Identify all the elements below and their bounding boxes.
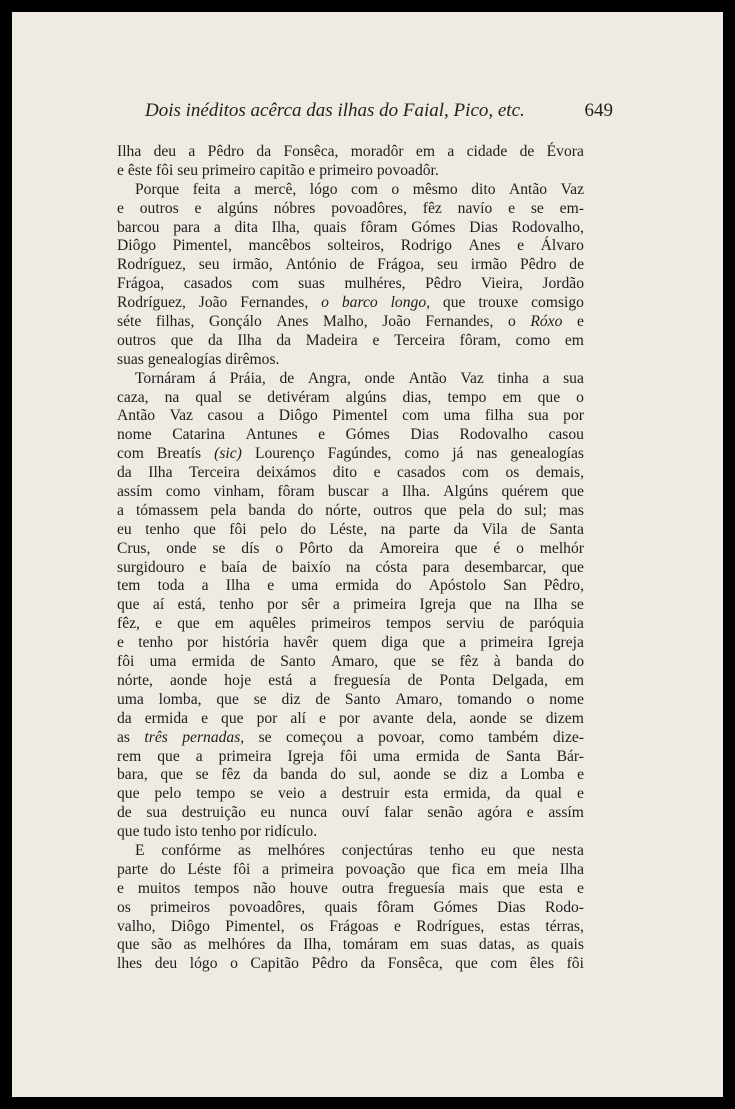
text-line: nórte, aonde hoje está a freguesía de Ponta Delgada, em [117,671,584,689]
text-line: Diôgo Pimentel, mancêbos solteiros, Rodrigo Anes e Álvaro [117,237,584,255]
text-line: Rodríguez, seu irmão, António de Frágoa, seu irmão Pêdro de [117,256,584,274]
text-line: da Ilha Terceira deixámos dito e casados com os demais, [117,464,584,482]
text-line: eu tenho que fôi pelo do Léste, na parte da Vila de Santa [117,520,584,538]
text-line: fôi uma ermida de Santo Amaro, que se fêz à banda do [117,653,584,671]
text-line: séte filhas, Gonçálo Anes Malho, João Fernandes, o Róxo e [117,313,584,331]
text-line: Crus, onde se dís o Pôrto da Amoreira que é o melhór [117,539,584,557]
text-line: que pelo tempo se veio a destruir esta ermida, da qual e [117,785,584,803]
text-line: E confórme as melhóres conjectúras tenho eu que nesta [135,841,584,859]
text-line: e outros e algúns nóbres povoadôres, fêz navío e se em- [117,199,584,217]
text-line: suas genealogías dirêmos. [117,350,280,368]
text-line: bara, que se fêz da banda do sul, aonde se diz a Lomba e [117,766,584,784]
text-line: as três pernadas, se começou a povoar, como também dize- [117,728,584,746]
text-line: Ilha deu a Pêdro da Fonsêca, moradôr em a cidade de Évora [117,143,584,160]
text-line: e tenho por história havêr quem diga que a primeira Igreja [117,634,584,652]
text-line: Frágoa, casados com suas mulhéres, Pêdro Vieira, Jordão [117,275,584,293]
text-line: que tudo isto tenho por ridículo. [117,823,318,841]
text-line: de sua destruição eu nunca ouví falar senão agóra e assím [117,804,584,822]
text-line: Antão Vaz casou a Diôgo Pimentel com uma filha sua por [117,407,584,425]
text-line: tem toda a Ilha e uma ermida do Apóstolo San Pêdro, [117,577,584,595]
text-line: e muitos tempos não houve outra freguesía mais que esta e [117,879,584,897]
text-line: que aí está, tenho por sêr a primeira Igreja que na Ilha se [117,596,584,614]
text-line: uma lomba, que se diz de Santo Amaro, tomando o nome [117,690,584,708]
text-line: Tornáram á Práia, de Angra, onde Antão Vaz tinha a sua [135,369,584,387]
body-text [117,143,584,974]
text-line: fêz, e que em aquêles primeiros tempos serviu de paróquia [117,615,584,633]
text-line: com Breatís (sic) Lourenço Fagúndes, como já nas genealogías [117,445,584,463]
running-header [145,100,613,124]
running-title: Dois inéditos acêrca das ilhas do Faial, Pico, etc. [145,100,525,121]
text-line: e êste fôi seu primeiro capitão e primeiro povoadôr. [117,161,439,179]
text-line: valho, Diôgo Pimentel, os Frágoas e Rodrígues, estas térras, [117,917,584,935]
book-page [12,12,723,1097]
text-line: da ermida e que por alí e por avante dela, aonde se dizem [117,709,584,727]
text-line: assím como vinham, fôram buscar a Ilha. Algúns quérem que [117,483,584,501]
text-line: rem que a primeira Igreja fôi uma ermida de Santa Bár- [117,747,584,765]
text-line: que são as melhóres da Ilha, tomáram em suas datas, as quais [117,936,584,954]
text-line: lhes deu lógo o Capitão Pêdro da Fonsêca, que com êles fôi [117,955,584,973]
text-line: Rodríguez, João Fernandes, o barco longo, que trouxe comsigo [117,294,584,312]
text-line: caza, na qual se detivéram algúns dias, tempo em que o [117,388,584,406]
text-line: Porque feita a mercê, lógo com o mêsmo dito Antão Vaz [135,180,584,198]
text-line: nome Catarina Antunes e Gómes Dias Rodovalho casou [117,426,584,444]
text-line: surgidouro e baía de baixío na cósta para desembarcar, que [117,558,584,576]
text-line: parte do Léste fôi a primeira povoação que fica em meia Ilha [117,860,584,878]
page-number: 649 [584,100,613,121]
text-line: a tómassem pela banda do nórte, outros que pela do sul; mas [117,501,584,519]
text-line: outros que da Ilha da Madeira e Terceira fôram, como em [117,331,584,349]
text-line: os primeiros povoadôres, quais fôram Gómes Dias Rodo- [117,898,584,916]
text-line: barcou para a dita Ilha, quais fôram Gómes Dias Rodovalho, [117,218,584,236]
